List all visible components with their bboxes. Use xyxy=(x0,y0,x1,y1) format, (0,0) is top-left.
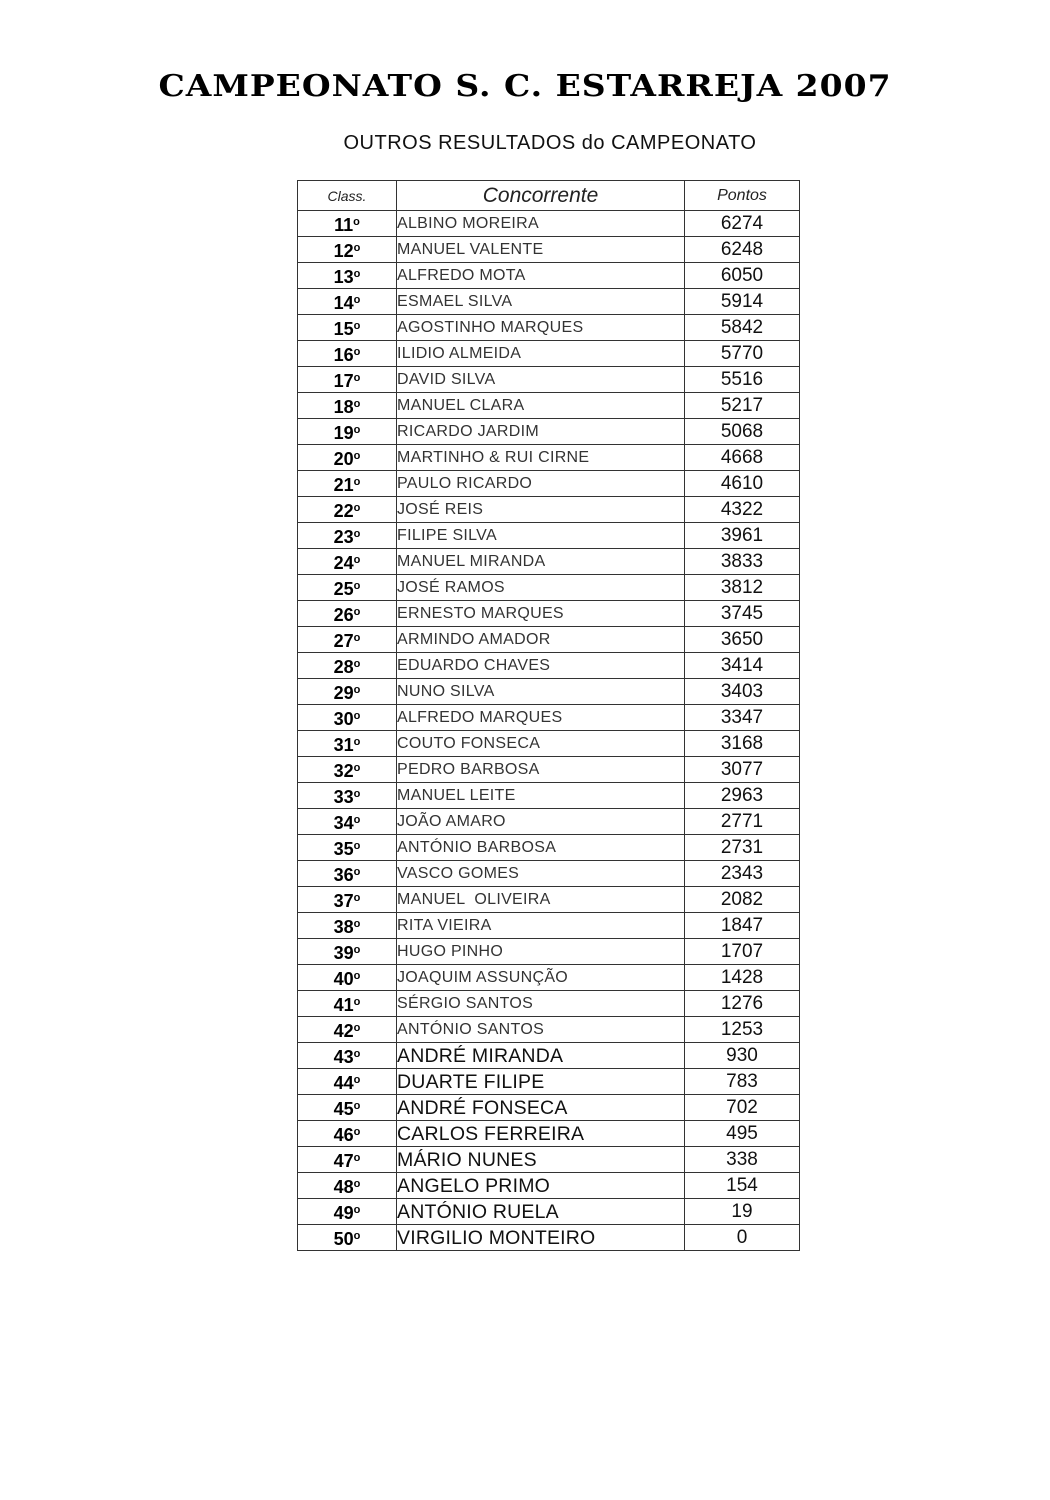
points-value: 154 xyxy=(685,1173,800,1199)
rank-cell xyxy=(298,1069,397,1095)
rank-number: 18 xyxy=(333,397,354,417)
table-row xyxy=(298,835,800,861)
points-value: 3745 xyxy=(685,601,800,627)
competitor-name: FILIPE SILVA xyxy=(397,523,685,549)
ordinal-suffix: o xyxy=(353,632,361,644)
table-row xyxy=(298,1095,800,1121)
standings-table xyxy=(297,180,800,1251)
points-value: 3961 xyxy=(685,523,800,549)
ordinal-suffix: o xyxy=(353,528,361,540)
points-value: 1276 xyxy=(685,991,800,1017)
rank-number: 37 xyxy=(333,891,354,911)
rank-cell xyxy=(298,1121,397,1147)
table-row xyxy=(298,809,800,835)
table-row xyxy=(298,627,800,653)
table-row xyxy=(298,705,800,731)
table-row xyxy=(298,237,800,263)
rank-number: 31 xyxy=(333,735,354,755)
rank-cell xyxy=(298,289,397,315)
table-row xyxy=(298,965,800,991)
ordinal-suffix: o xyxy=(353,944,361,956)
rank-cell xyxy=(298,627,397,653)
competitor-name: VIRGILIO MONTEIRO xyxy=(397,1225,685,1251)
points-value: 930 xyxy=(685,1043,800,1069)
rank-number: 14 xyxy=(333,293,354,313)
rank-cell xyxy=(298,315,397,341)
ordinal-suffix: o xyxy=(353,658,361,670)
table-row xyxy=(298,1069,800,1095)
rank-cell xyxy=(298,367,397,393)
table-row xyxy=(298,731,800,757)
points-value: 6248 xyxy=(685,237,800,263)
table-row xyxy=(298,1225,800,1251)
rank-number: 39 xyxy=(333,943,354,963)
competitor-name: RICARDO JARDIM xyxy=(397,419,685,445)
rank-cell xyxy=(298,939,397,965)
rank-number: 32 xyxy=(333,761,354,781)
table-row xyxy=(298,1121,800,1147)
points-value: 1847 xyxy=(685,913,800,939)
ordinal-suffix: o xyxy=(353,1178,361,1190)
rank-cell xyxy=(298,497,397,523)
competitor-name: MANUEL CLARA xyxy=(397,393,685,419)
points-value: 3077 xyxy=(685,757,800,783)
competitor-name: ESMAEL SILVA xyxy=(397,289,685,315)
points-value: 2731 xyxy=(685,835,800,861)
rank-cell xyxy=(298,1043,397,1069)
competitor-name: MANUEL OLIVEIRA xyxy=(397,887,685,913)
ordinal-suffix: o xyxy=(353,398,361,410)
competitor-name: MARTINHO & RUI CIRNE xyxy=(397,445,685,471)
points-value: 495 xyxy=(685,1121,800,1147)
rank-number: 19 xyxy=(333,423,354,443)
rank-cell xyxy=(298,809,397,835)
ordinal-suffix: o xyxy=(353,1126,361,1138)
ordinal-suffix: o xyxy=(353,814,361,826)
rank-cell xyxy=(298,887,397,913)
rank-cell xyxy=(298,835,397,861)
ordinal-suffix: o xyxy=(353,1204,361,1216)
table-row xyxy=(298,757,800,783)
ordinal-suffix: o xyxy=(353,736,361,748)
rank-cell xyxy=(298,1017,397,1043)
competitor-name: RITA VIEIRA xyxy=(397,913,685,939)
rank-number: 49 xyxy=(333,1203,354,1223)
points-value: 3403 xyxy=(685,679,800,705)
rank-number: 47 xyxy=(333,1151,354,1171)
ordinal-suffix: o xyxy=(353,320,361,332)
rank-number: 15 xyxy=(333,319,354,339)
points-value: 5068 xyxy=(685,419,800,445)
competitor-name: ANDRÉ MIRANDA xyxy=(397,1043,685,1069)
standings-body xyxy=(298,211,800,1251)
rank-cell xyxy=(298,419,397,445)
points-value: 4322 xyxy=(685,497,800,523)
rank-cell xyxy=(298,913,397,939)
header-competitor: Concorrente xyxy=(397,181,685,211)
table-row xyxy=(298,263,800,289)
ordinal-suffix: o xyxy=(353,580,361,592)
header-points: Pontos xyxy=(685,181,800,211)
points-value: 3650 xyxy=(685,627,800,653)
table-row xyxy=(298,419,800,445)
table-row xyxy=(298,211,800,237)
competitor-name: PAULO RICARDO xyxy=(397,471,685,497)
rank-cell xyxy=(298,263,397,289)
table-row xyxy=(298,861,800,887)
competitor-name: ANTÓNIO BARBOSA xyxy=(397,835,685,861)
ordinal-suffix: o xyxy=(353,918,361,930)
rank-number: 40 xyxy=(333,969,354,989)
points-value: 19 xyxy=(685,1199,800,1225)
points-value: 5516 xyxy=(685,367,800,393)
points-value: 5914 xyxy=(685,289,800,315)
rank-cell xyxy=(298,549,397,575)
table-row xyxy=(298,679,800,705)
points-value: 2082 xyxy=(685,887,800,913)
competitor-name: EDUARDO CHAVES xyxy=(397,653,685,679)
ordinal-suffix: o xyxy=(353,476,361,488)
rank-cell xyxy=(298,1199,397,1225)
ordinal-suffix: o xyxy=(353,424,361,436)
table-row xyxy=(298,1017,800,1043)
rank-number: 12 xyxy=(333,241,354,261)
ordinal-suffix: o xyxy=(353,892,361,904)
competitor-name: AGOSTINHO MARQUES xyxy=(397,315,685,341)
rank-number: 43 xyxy=(333,1047,354,1067)
ordinal-suffix: o xyxy=(353,294,361,306)
table-row xyxy=(298,549,800,575)
competitor-name: DAVID SILVA xyxy=(397,367,685,393)
competitor-name: MÁRIO NUNES xyxy=(397,1147,685,1173)
table-row xyxy=(298,783,800,809)
header-class: Class. xyxy=(298,181,397,211)
table-row xyxy=(298,653,800,679)
table-row xyxy=(298,367,800,393)
competitor-name: DUARTE FILIPE xyxy=(397,1069,685,1095)
competitor-name: HUGO PINHO xyxy=(397,939,685,965)
competitor-name: ANGELO PRIMO xyxy=(397,1173,685,1199)
rank-cell xyxy=(298,965,397,991)
points-value: 1428 xyxy=(685,965,800,991)
competitor-name: JOSÉ REIS xyxy=(397,497,685,523)
points-value: 3812 xyxy=(685,575,800,601)
table-row xyxy=(298,1199,800,1225)
rank-number: 26 xyxy=(333,605,354,625)
points-value: 3414 xyxy=(685,653,800,679)
competitor-name: ALBINO MOREIRA xyxy=(397,211,685,237)
rank-cell xyxy=(298,445,397,471)
competitor-name: ANTÓNIO RUELA xyxy=(397,1199,685,1225)
rank-number: 45 xyxy=(333,1099,354,1119)
rank-number: 24 xyxy=(333,553,354,573)
competitor-name: ALFREDO MARQUES xyxy=(397,705,685,731)
rank-cell xyxy=(298,341,397,367)
competitor-name: ALFREDO MOTA xyxy=(397,263,685,289)
table-row xyxy=(298,939,800,965)
rank-number: 33 xyxy=(333,787,354,807)
rank-number: 11 xyxy=(334,215,354,235)
points-value: 5842 xyxy=(685,315,800,341)
rank-cell xyxy=(298,861,397,887)
page-subtitle: OUTROS RESULTADOS do CAMPEONATO xyxy=(343,132,757,154)
ordinal-suffix: o xyxy=(353,268,361,280)
ordinal-suffix: o xyxy=(353,346,361,358)
rank-number: 36 xyxy=(333,865,354,885)
points-value: 3833 xyxy=(685,549,800,575)
ordinal-suffix: o xyxy=(353,242,361,254)
competitor-name: JOÃO AMARO xyxy=(397,809,685,835)
ordinal-suffix: o xyxy=(353,1048,361,1060)
competitor-name: CARLOS FERREIRA xyxy=(397,1121,685,1147)
rank-number: 27 xyxy=(333,631,354,651)
rank-cell xyxy=(298,705,397,731)
table-header-row xyxy=(298,181,800,211)
points-value: 2771 xyxy=(685,809,800,835)
competitor-name: MANUEL MIRANDA xyxy=(397,549,685,575)
table-row xyxy=(298,445,800,471)
table-row xyxy=(298,1043,800,1069)
table-row xyxy=(298,497,800,523)
ordinal-suffix: o xyxy=(353,1074,361,1086)
table-row xyxy=(298,991,800,1017)
rank-cell xyxy=(298,237,397,263)
ordinal-suffix: o xyxy=(353,996,361,1008)
rank-number: 22 xyxy=(333,501,354,521)
page-title: CAMPEONATO S. C. ESTARREJA 2007 xyxy=(158,67,892,104)
rank-cell xyxy=(298,471,397,497)
rank-number: 38 xyxy=(333,917,354,937)
rank-cell xyxy=(298,523,397,549)
points-value: 5217 xyxy=(685,393,800,419)
competitor-name: ERNESTO MARQUES xyxy=(397,601,685,627)
ordinal-suffix: o xyxy=(353,970,361,982)
competitor-name: SÉRGIO SANTOS xyxy=(397,991,685,1017)
rank-number: 46 xyxy=(333,1125,354,1145)
rank-number: 44 xyxy=(333,1073,354,1093)
table-row xyxy=(298,315,800,341)
ordinal-suffix: o xyxy=(353,372,361,384)
rank-cell xyxy=(298,1095,397,1121)
rank-number: 30 xyxy=(333,709,354,729)
points-value: 4610 xyxy=(685,471,800,497)
table-row xyxy=(298,1173,800,1199)
rank-number: 34 xyxy=(333,813,354,833)
ordinal-suffix: o xyxy=(353,710,361,722)
points-value: 338 xyxy=(685,1147,800,1173)
rank-number: 16 xyxy=(333,345,354,365)
rank-number: 17 xyxy=(333,371,354,391)
rank-cell xyxy=(298,991,397,1017)
points-value: 3347 xyxy=(685,705,800,731)
ordinal-suffix: o xyxy=(353,1022,361,1034)
ordinal-suffix: o xyxy=(353,502,361,514)
table-row xyxy=(298,523,800,549)
rank-number: 42 xyxy=(333,1021,354,1041)
rank-cell xyxy=(298,1225,397,1251)
points-value: 1253 xyxy=(685,1017,800,1043)
rank-number: 35 xyxy=(333,839,354,859)
rank-cell xyxy=(298,731,397,757)
points-value: 2343 xyxy=(685,861,800,887)
competitor-name: JOSÉ RAMOS xyxy=(397,575,685,601)
competitor-name: COUTO FONSECA xyxy=(397,731,685,757)
table-row xyxy=(298,601,800,627)
competitor-name: ILIDIO ALMEIDA xyxy=(397,341,685,367)
competitor-name: MANUEL VALENTE xyxy=(397,237,685,263)
rank-number: 28 xyxy=(333,657,354,677)
competitor-name: PEDRO BARBOSA xyxy=(397,757,685,783)
competitor-name: NUNO SILVA xyxy=(397,679,685,705)
rank-cell xyxy=(298,679,397,705)
ordinal-suffix: o xyxy=(353,1230,361,1242)
table-row xyxy=(298,887,800,913)
rank-number: 20 xyxy=(333,449,354,469)
competitor-name: VASCO GOMES xyxy=(397,861,685,887)
rank-number: 25 xyxy=(333,579,354,599)
points-value: 1707 xyxy=(685,939,800,965)
rank-cell xyxy=(298,783,397,809)
competitor-name: ANDRÉ FONSECA xyxy=(397,1095,685,1121)
rank-cell xyxy=(298,757,397,783)
table-row xyxy=(298,289,800,315)
ordinal-suffix: o xyxy=(353,1152,361,1164)
points-value: 2963 xyxy=(685,783,800,809)
rank-number: 13 xyxy=(333,267,354,287)
ordinal-suffix: o xyxy=(353,450,361,462)
rank-number: 23 xyxy=(333,527,354,547)
rank-number: 41 xyxy=(333,995,354,1015)
rank-cell xyxy=(298,653,397,679)
table-row xyxy=(298,341,800,367)
competitor-name: ANTÓNIO SANTOS xyxy=(397,1017,685,1043)
points-value: 702 xyxy=(685,1095,800,1121)
points-value: 6050 xyxy=(685,263,800,289)
table-row xyxy=(298,1147,800,1173)
ordinal-suffix: o xyxy=(353,762,361,774)
ordinal-suffix: o xyxy=(353,216,360,228)
points-value: 4668 xyxy=(685,445,800,471)
ordinal-suffix: o xyxy=(353,866,361,878)
rank-cell xyxy=(298,575,397,601)
table-row xyxy=(298,471,800,497)
ordinal-suffix: o xyxy=(353,554,361,566)
rank-cell xyxy=(298,211,397,237)
points-value: 0 xyxy=(685,1225,800,1251)
ordinal-suffix: o xyxy=(353,788,361,800)
points-value: 3168 xyxy=(685,731,800,757)
rank-cell xyxy=(298,601,397,627)
points-value: 6274 xyxy=(685,211,800,237)
competitor-name: JOAQUIM ASSUNÇÃO xyxy=(397,965,685,991)
points-value: 783 xyxy=(685,1069,800,1095)
table-row xyxy=(298,913,800,939)
ordinal-suffix: o xyxy=(353,1100,361,1112)
rank-cell xyxy=(298,1173,397,1199)
ordinal-suffix: o xyxy=(353,684,361,696)
ordinal-suffix: o xyxy=(353,840,361,852)
points-value: 5770 xyxy=(685,341,800,367)
rank-cell xyxy=(298,393,397,419)
rank-number: 29 xyxy=(333,683,354,703)
rank-cell xyxy=(298,1147,397,1173)
rank-number: 21 xyxy=(333,475,354,495)
competitor-name: ARMINDO AMADOR xyxy=(397,627,685,653)
table-row xyxy=(298,393,800,419)
table-row xyxy=(298,575,800,601)
ordinal-suffix: o xyxy=(353,606,361,618)
rank-number: 48 xyxy=(333,1177,354,1197)
rank-number: 50 xyxy=(333,1229,354,1249)
competitor-name: MANUEL LEITE xyxy=(397,783,685,809)
